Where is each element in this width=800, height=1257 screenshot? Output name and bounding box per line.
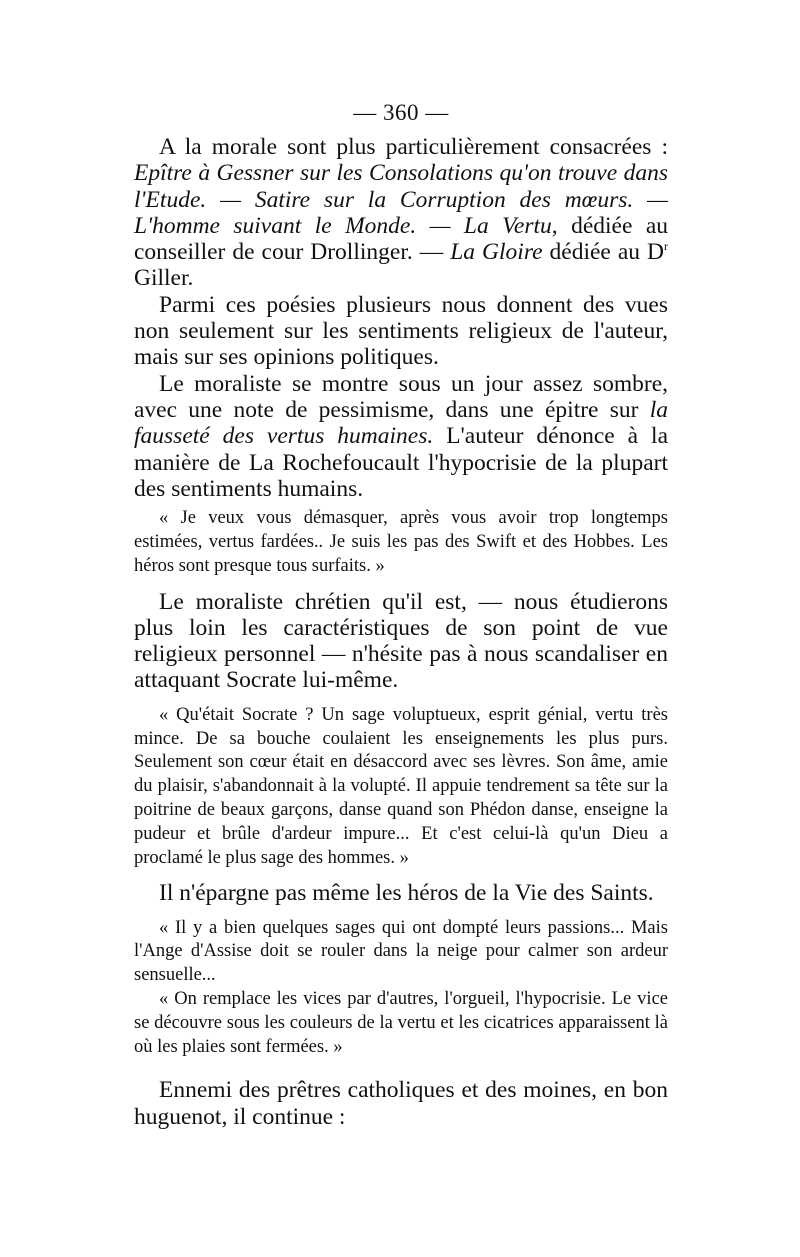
text-segment: dédiée au D (542, 239, 664, 266)
paragraph-moral-works (134, 134, 668, 292)
paragraph-saints: Il n'épargne pas même les héros de la Vie des Saints. (159, 880, 654, 907)
italic-titles: Epître à Gessner sur les Consolations qu'on trouve dans l'Etude. — Satire sur la Corruption des mœurs. — L'homme suivant le Monde. — La Vertu, (134, 160, 668, 239)
text-segment: A la morale sont plus particulièrement consacrées : (159, 134, 668, 160)
book-page (134, 100, 668, 1130)
page-number: — 360 — (353, 100, 449, 125)
quote-socrate: « Qu'était Socrate ? Un sage voluptueux, esprit génial, vertu très mince. De sa bouche coulaient les enseignements les plus purs. Seulement son cœur était en désaccord avec ses lèvres. Son âme, amie du plaisir, s'abandonnait à la volupté. Il appuie tendrement sa tête sur la poitrine de beaux garçons, danse quand son Phédon danse, enseigne la pudeur et brûle d'ardeur impure... Et c'est celui-là qu'un Dieu a proclamé le plus sage des hommes. » (134, 704, 668, 868)
text-segment: Giller. (134, 265, 194, 292)
paragraph-christian-moralist: Le moraliste chrétien qu'il est, — nous étudierons plus loin les caractéristiques de son point de vue religieux personnel — n'hésite pas à nous scandaliser en attaquant Socrate lui-même. (134, 588, 668, 694)
quote-demasquer: « Je veux vous démasquer, après vous avoir trop longtemps estimées, vertus fardées.. Je suis les pas des Swift et des Hobbes. Les héros sont presque tous surfaits. » (134, 508, 668, 576)
text-segment: Le moraliste se montre sous un jour assez sombre, avec une note de pessimisme, dans une épitre sur (134, 370, 668, 423)
quote-sages: « Il y a bien quelques sages qui ont dompté leurs passions... Mais l'Ange d'Assise doit se rouler dans la neige pour calmer son ardeur sensuelle... (134, 917, 668, 986)
text-segment: L'auteur dénonce à la manière de La Rochefoucault l'hypocrisie de la plupart des sentiments humains. (134, 423, 668, 502)
superscript: r (663, 239, 668, 254)
text-segment: dédiée au conseiller de cour Drollinger. — (134, 212, 668, 266)
paragraph-enemy-priests: Ennemi des prêtres catholiques et des moines, en bon huguenot, il continue : (134, 1077, 668, 1130)
paragraph-moralist (134, 371, 668, 502)
quote-vices: « On remplace les vices par d'autres, l'orgueil, l'hypocrisie. Le vice se découvre sous les couleurs de la vertu et les cicatrices apparaissent là où les plaies sont fermées. » (134, 989, 668, 1057)
paragraph-poems: Parmi ces poésies plusieurs nous donnent des vues non seulement sur les sentiments religieux de l'auteur, mais sur ses opinions politiques. (134, 291, 668, 371)
italic-title-faussete: la fausseté des vertus humaines. (134, 396, 668, 450)
italic-title-gloire: La Gloire (450, 239, 543, 266)
